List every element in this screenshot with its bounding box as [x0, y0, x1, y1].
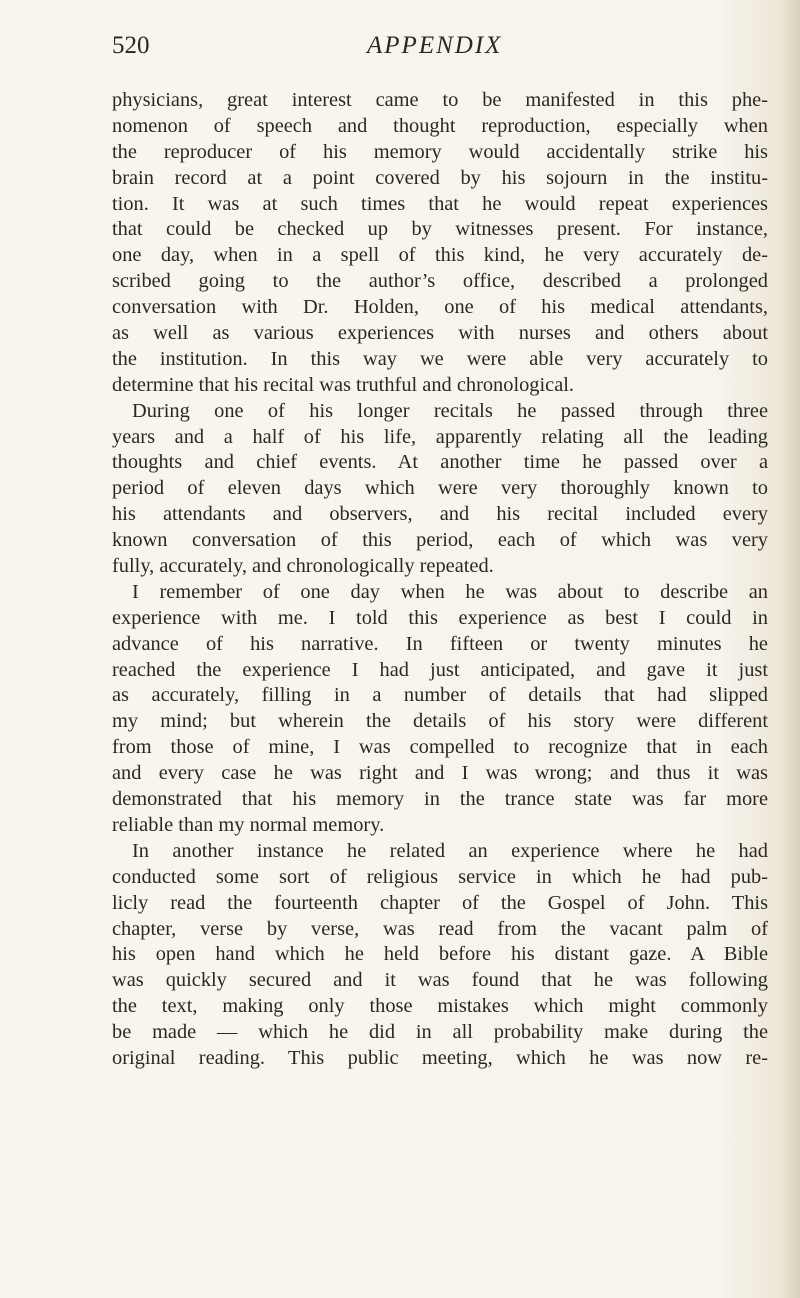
running-head-title: APPENDIX — [367, 32, 503, 59]
text-line: that could be checked up by witnesses present. For instance, — [112, 218, 768, 241]
text-line: In another instance he related an experience where he had — [132, 839, 768, 862]
text-line: fully, accurately, and chronologically repeated. — [112, 555, 494, 578]
text-line: one day, when in a spell of this kind, he very accurately de- — [112, 244, 768, 267]
text-line: scribed going to the author’s office, described a prolonged — [112, 270, 768, 293]
text-line: and every case he was right and I was wrong; and thus it was — [112, 762, 768, 785]
text-line: the institution. In this way we were able very accurately to — [112, 347, 768, 370]
text-line: I remember of one day when he was about to describe an — [132, 580, 768, 603]
text-line: nomenon of speech and thought reproduction, especially when — [112, 114, 768, 137]
text-line: reliable than my normal memory. — [112, 813, 385, 836]
text-line: conversation with Dr. Holden, one of his medical attendants, — [112, 296, 768, 319]
text-line: was quickly secured and it was found that he was following — [112, 969, 768, 992]
text-line: years and a half of his life, apparently relating all the leading — [112, 425, 768, 448]
text-line: reached the experience I had just anticipated, and gave it just — [112, 658, 768, 681]
text-line: licly read the fourteenth chapter of the Gospel of John. This — [112, 891, 768, 914]
text-line: the reproducer of his memory would accidentally strike his — [112, 140, 768, 163]
page-edge-shadow — [782, 0, 800, 1298]
text-line: physicians, great interest came to be manifested in this phe- — [112, 89, 768, 111]
paragraph — [112, 839, 768, 1072]
running-head — [112, 32, 690, 68]
text-line: During one of his longer recitals he passed through three — [132, 399, 768, 422]
text-line: period of eleven days which were very thoroughly known to — [112, 477, 768, 500]
text-line: experience with me. I told this experience as best I could in — [112, 606, 768, 629]
body-text — [112, 88, 768, 1072]
text-line: his open hand which he held before his distant gaze. A Bible — [112, 943, 768, 966]
text-line: conducted some sort of religious service in which he had pub- — [112, 865, 768, 888]
text-line: chapter, verse by verse, was read from the vacant palm of — [112, 917, 768, 940]
text-line: be made — which he did in all probability make during the — [112, 1021, 768, 1044]
text-line: demonstrated that his memory in the trance state was far more — [112, 788, 768, 811]
paragraph — [112, 88, 768, 399]
text-line: tion. It was at such times that he would repeat experiences — [112, 192, 768, 215]
paragraph — [112, 399, 768, 580]
text-line: as well as various experiences with nurses and others about — [112, 322, 768, 345]
text-line: from those of mine, I was compelled to recognize that in each — [112, 736, 768, 759]
text-line: determine that his recital was truthful and chronological. — [112, 373, 575, 396]
text-line: original reading. This public meeting, which he was now re- — [112, 1046, 768, 1069]
text-line: my mind; but wherein the details of his story were different — [112, 710, 768, 733]
page-number: 520 — [112, 32, 150, 59]
text-line: his attendants and observers, and his recital included every — [112, 503, 768, 526]
text-line: advance of his narrative. In fifteen or twenty minutes he — [112, 632, 768, 655]
text-line: known conversation of this period, each of which was very — [112, 529, 768, 552]
text-line: as accurately, filling in a number of details that had slipped — [112, 684, 768, 707]
text-line: brain record at a point covered by his sojourn in the institu- — [112, 166, 768, 189]
text-line: the text, making only those mistakes which might commonly — [112, 995, 768, 1018]
text-line: thoughts and chief events. At another time he passed over a — [112, 451, 768, 474]
paragraph — [112, 580, 768, 839]
